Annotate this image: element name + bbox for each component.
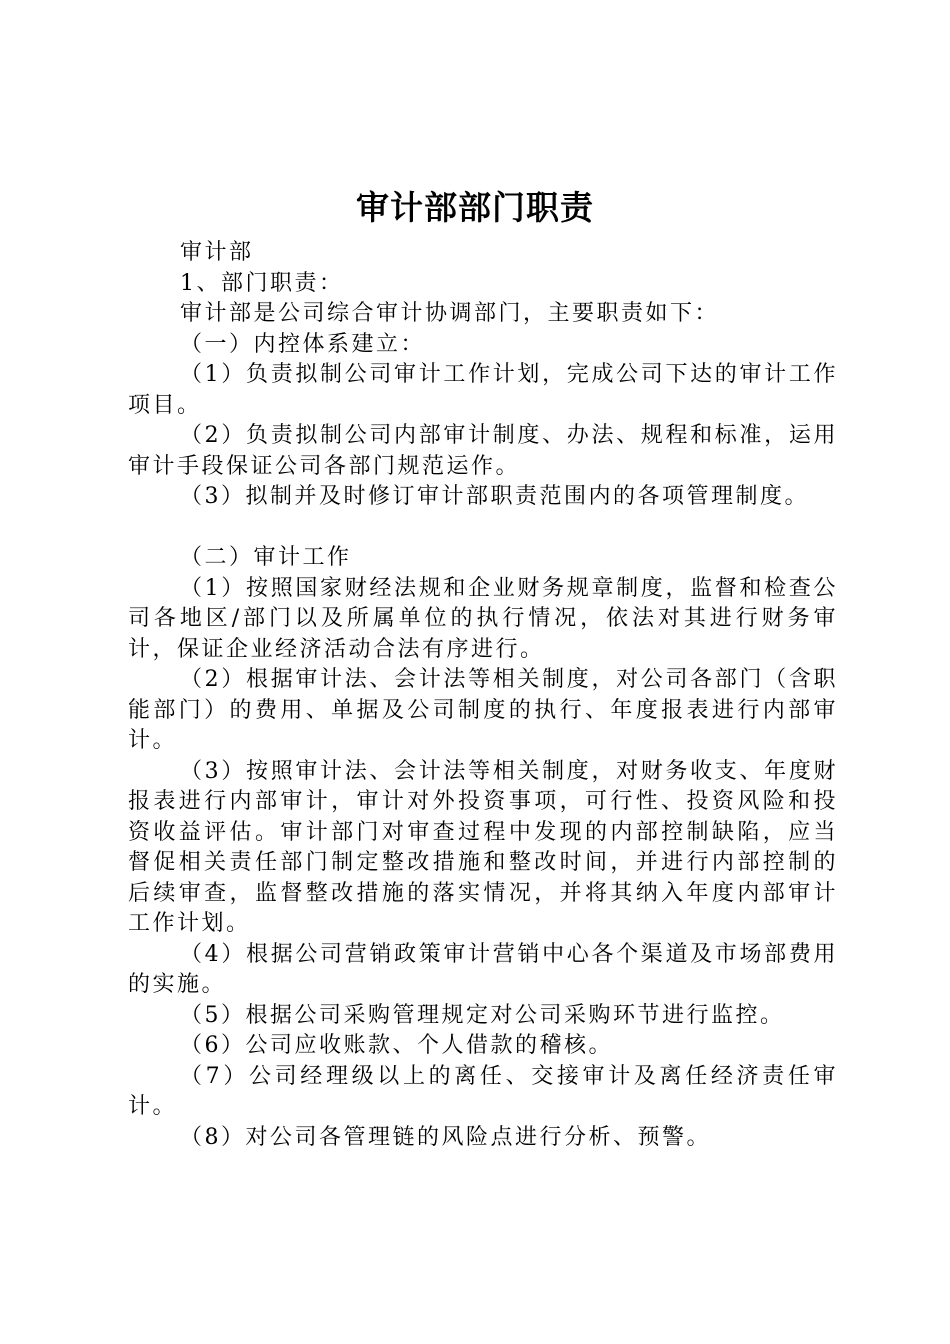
duty-item: （2）根据审计法、会计法等相关制度，对公司各部门（含职能部门）的费用、单据及公司制度的执行、年度报表进行内部审计。 [128,667,838,753]
blank-line [128,513,838,544]
section-heading: 审计部 [180,240,254,265]
intro-paragraph: 审计部是公司综合审计协调部门，主要职责如下： [180,301,720,326]
duty-item: （7）公司经理级以上的离任、交接审计及离任经济责任审计。 [128,1063,838,1119]
duty-item: （8）对公司各管理链的风险点进行分析、预警。 [180,1124,711,1150]
duty-item: （5）根据公司采购管理规定对公司采购环节进行监控。 [180,1002,785,1028]
category-heading: （二）审计工作 [180,545,352,570]
duty-item: （6）公司应收账款、个人借款的稽核。 [180,1033,613,1058]
duty-item: （2）负责拟制公司内部审计制度、办法、规程和标准，运用审计手段保证公司各部门规范运作。 [128,423,838,479]
category-heading: （一）内控体系建立： [180,331,426,357]
duty-item: （1）负责拟制公司审计工作计划，完成公司下达的审计工作项目。 [128,362,838,418]
duty-item: （4）根据公司营销政策审计营销中心各个渠道及市场部费用的实施。 [128,941,838,997]
subsection-heading: 1、部门职责： [180,270,344,296]
duty-item: （3）拟制并及时修订审计部职责范围内的各项管理制度。 [180,484,809,509]
document-body [128,238,838,1153]
duty-item: （1）按照国家财经法规和企业财务规章制度，监督和检查公司各地区/部门以及所属单位的执行情况，依法对其进行财务审计，保证企业经济活动合法有序进行。 [128,575,838,662]
duty-item: （3）按照审计法、会计法等相关制度，对财务收支、年度财报表进行内部审计，审计对外投资事项，可行性、投资风险和投资收益评估。审计部门对审查过程中发现的内部控制缺陷，应当督促相关责任部门制定整改措施和整改时间，并进行内部控制的后续审查，监督整改措施的落实情况，并将其纳入年度内部审计工作计划。 [128,758,838,936]
document-title: 审计部部门职责 [356,188,594,227]
